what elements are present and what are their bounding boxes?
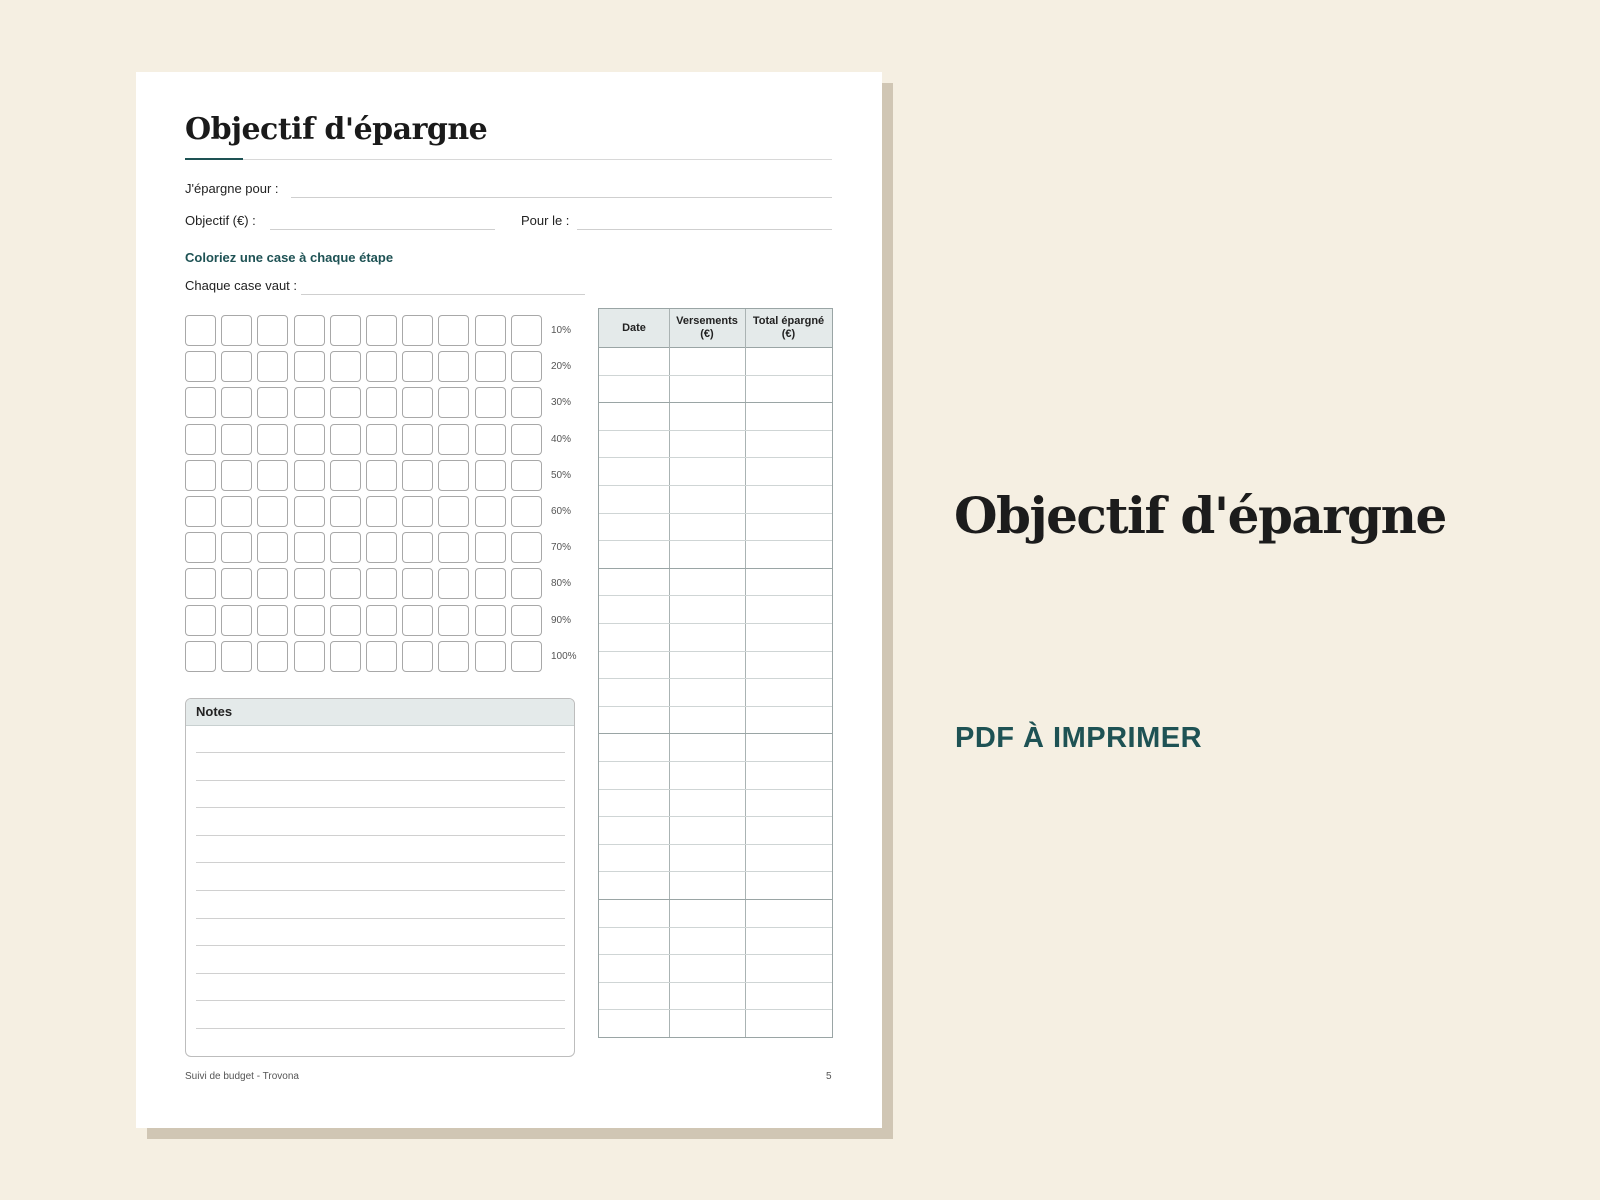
progress-box: [366, 496, 397, 527]
title-divider: [185, 159, 832, 160]
row-divider: [599, 623, 832, 624]
progress-box: [438, 568, 469, 599]
row-divider: [599, 871, 832, 872]
notes-ruled-line: [196, 973, 565, 974]
column-divider: [745, 309, 746, 1037]
title-accent-bar: [185, 158, 243, 160]
progress-box: [294, 496, 325, 527]
progress-box: [294, 641, 325, 672]
row-divider: [599, 595, 832, 596]
row-divider: [599, 430, 832, 431]
progress-box: [402, 387, 433, 418]
progress-box: [257, 351, 288, 382]
progress-box: [294, 568, 325, 599]
percent-label: 40%: [551, 433, 572, 445]
progress-box: [330, 496, 361, 527]
progress-box: [221, 424, 252, 455]
notes-ruled-line: [196, 780, 565, 781]
progress-box: [257, 315, 288, 346]
saving-for-label: J'épargne pour :: [185, 181, 279, 196]
row-divider: [599, 982, 832, 983]
progress-box: [294, 424, 325, 455]
notes-ruled-line: [196, 1000, 565, 1001]
row-divider: [599, 733, 832, 734]
progress-box: [366, 315, 397, 346]
row-divider: [599, 1009, 832, 1010]
progress-box: [366, 387, 397, 418]
progress-box: [185, 387, 216, 418]
progress-box: [366, 605, 397, 636]
percent-label: 30%: [551, 397, 572, 409]
progress-box: [330, 351, 361, 382]
progress-box: [185, 460, 216, 491]
progress-box: [257, 387, 288, 418]
row-divider: [599, 844, 832, 845]
row-divider: [599, 651, 832, 652]
log-table-header: [599, 309, 832, 348]
progress-box: [511, 387, 542, 418]
percent-label: 20%: [551, 361, 572, 373]
progress-box: [185, 351, 216, 382]
progress-box: [294, 532, 325, 563]
row-divider: [599, 789, 832, 790]
progress-box: [257, 568, 288, 599]
progress-box: [221, 641, 252, 672]
row-divider: [599, 568, 832, 569]
row-divider: [599, 678, 832, 679]
progress-box: [511, 460, 542, 491]
percent-label: 10%: [551, 325, 572, 336]
progress-box: [438, 424, 469, 455]
progress-box: [511, 496, 542, 527]
progress-box: [402, 351, 433, 382]
progress-box: [366, 351, 397, 382]
progress-box: [221, 532, 252, 563]
column-divider: [669, 309, 670, 1037]
row-divider: [599, 540, 832, 541]
percent-label: 100%: [551, 650, 577, 662]
progress-box: [402, 605, 433, 636]
header-date: Date: [622, 321, 646, 334]
row-divider: [599, 457, 832, 458]
savings-log-table: [598, 308, 833, 1038]
progress-box: [294, 315, 325, 346]
row-divider: [599, 375, 832, 376]
notes-ruled-line: [196, 1028, 565, 1029]
notes-ruled-line: [196, 945, 565, 946]
progress-box: [185, 424, 216, 455]
box-value-label: Chaque case vaut :: [185, 278, 298, 293]
progress-box: [511, 568, 542, 599]
progress-box: [438, 641, 469, 672]
progress-box: [185, 532, 216, 563]
progress-box: [511, 424, 542, 455]
page-title: Objectif d'épargne: [185, 112, 488, 147]
progress-box: [475, 532, 506, 563]
progress-box: [402, 460, 433, 491]
notes-ruled-line: [196, 835, 565, 836]
progress-box: [402, 641, 433, 672]
row-divider: [599, 954, 832, 955]
progress-box: [294, 460, 325, 491]
row-divider: [599, 706, 832, 707]
progress-box: [366, 532, 397, 563]
row-divider: [599, 513, 832, 514]
header-deposits: Versements (€): [676, 315, 738, 340]
progress-box: [330, 532, 361, 563]
percent-label: 90%: [551, 614, 572, 626]
progress-box: [438, 315, 469, 346]
percent-label: 80%: [551, 578, 572, 590]
progress-box: [402, 568, 433, 599]
row-divider: [599, 402, 832, 403]
progress-box: [257, 605, 288, 636]
progress-box: [511, 641, 542, 672]
progress-box: [511, 605, 542, 636]
progress-box: [330, 605, 361, 636]
progress-box: [257, 641, 288, 672]
progress-box: [294, 387, 325, 418]
progress-box: [330, 315, 361, 346]
progress-box: [185, 315, 216, 346]
percent-label: 60%: [551, 506, 572, 517]
progress-box: [402, 496, 433, 527]
progress-box: [185, 641, 216, 672]
header-total: Total épargné (€): [752, 315, 825, 340]
progress-box: [438, 532, 469, 563]
progress-box: [185, 568, 216, 599]
by-date-line: [577, 229, 832, 230]
progress-box: [475, 641, 506, 672]
percent-label: 50%: [551, 469, 572, 481]
box-value-line: [301, 294, 585, 295]
progress-box: [185, 605, 216, 636]
progress-box: [475, 424, 506, 455]
percent-label: 70%: [551, 542, 572, 554]
progress-box: [475, 387, 506, 418]
progress-box: [294, 351, 325, 382]
row-divider: [599, 927, 832, 928]
notes-ruled-line: [196, 752, 565, 753]
notes-ruled-line: [196, 807, 565, 808]
progress-box: [366, 641, 397, 672]
progress-box: [438, 387, 469, 418]
progress-box: [221, 315, 252, 346]
progress-box: [438, 605, 469, 636]
progress-box: [185, 496, 216, 527]
progress-box: [438, 496, 469, 527]
progress-box: [221, 351, 252, 382]
progress-box: [366, 460, 397, 491]
row-divider: [599, 816, 832, 817]
promo-subtitle: PDF À IMPRIMER: [955, 722, 1203, 754]
worksheet-page: [136, 72, 882, 1128]
notes-ruled-line: [196, 862, 565, 863]
progress-box: [475, 460, 506, 491]
notes-title: Notes: [186, 699, 574, 726]
footer-text: Suivi de budget - Trovona: [185, 1071, 299, 1082]
page-number: 5: [826, 1071, 832, 1082]
progress-box: [402, 532, 433, 563]
notes-ruled-line: [196, 890, 565, 891]
progress-box: [438, 460, 469, 491]
row-divider: [599, 761, 832, 762]
progress-box: [402, 424, 433, 455]
by-date-label: Pour le :: [521, 213, 570, 228]
progress-box: [511, 532, 542, 563]
progress-box: [475, 496, 506, 527]
progress-box: [475, 568, 506, 599]
progress-box: [221, 568, 252, 599]
progress-box: [257, 532, 288, 563]
progress-box: [511, 351, 542, 382]
progress-box: [257, 460, 288, 491]
saving-for-line: [291, 197, 832, 198]
progress-box: [402, 315, 433, 346]
progress-box: [475, 351, 506, 382]
progress-box: [475, 605, 506, 636]
progress-box: [257, 496, 288, 527]
progress-box: [330, 387, 361, 418]
progress-box: [221, 496, 252, 527]
progress-box: [330, 460, 361, 491]
progress-box: [294, 605, 325, 636]
progress-box: [475, 315, 506, 346]
notes-ruled-line: [196, 918, 565, 919]
goal-line: [270, 229, 495, 230]
row-divider: [599, 485, 832, 486]
row-divider: [599, 899, 832, 900]
progress-box: [221, 387, 252, 418]
notes-box: [185, 698, 575, 1057]
progress-box: [366, 424, 397, 455]
progress-box: [330, 641, 361, 672]
progress-box: [438, 351, 469, 382]
progress-box: [511, 315, 542, 346]
goal-label: Objectif (€) :: [185, 213, 256, 228]
progress-box: [366, 568, 397, 599]
progress-box: [330, 568, 361, 599]
progress-box: [221, 605, 252, 636]
promo-title: Objectif d'épargne: [954, 486, 1446, 545]
progress-box: [257, 424, 288, 455]
progress-box: [221, 460, 252, 491]
progress-box: [330, 424, 361, 455]
grid-heading: Coloriez une case à chaque étape: [185, 250, 394, 265]
